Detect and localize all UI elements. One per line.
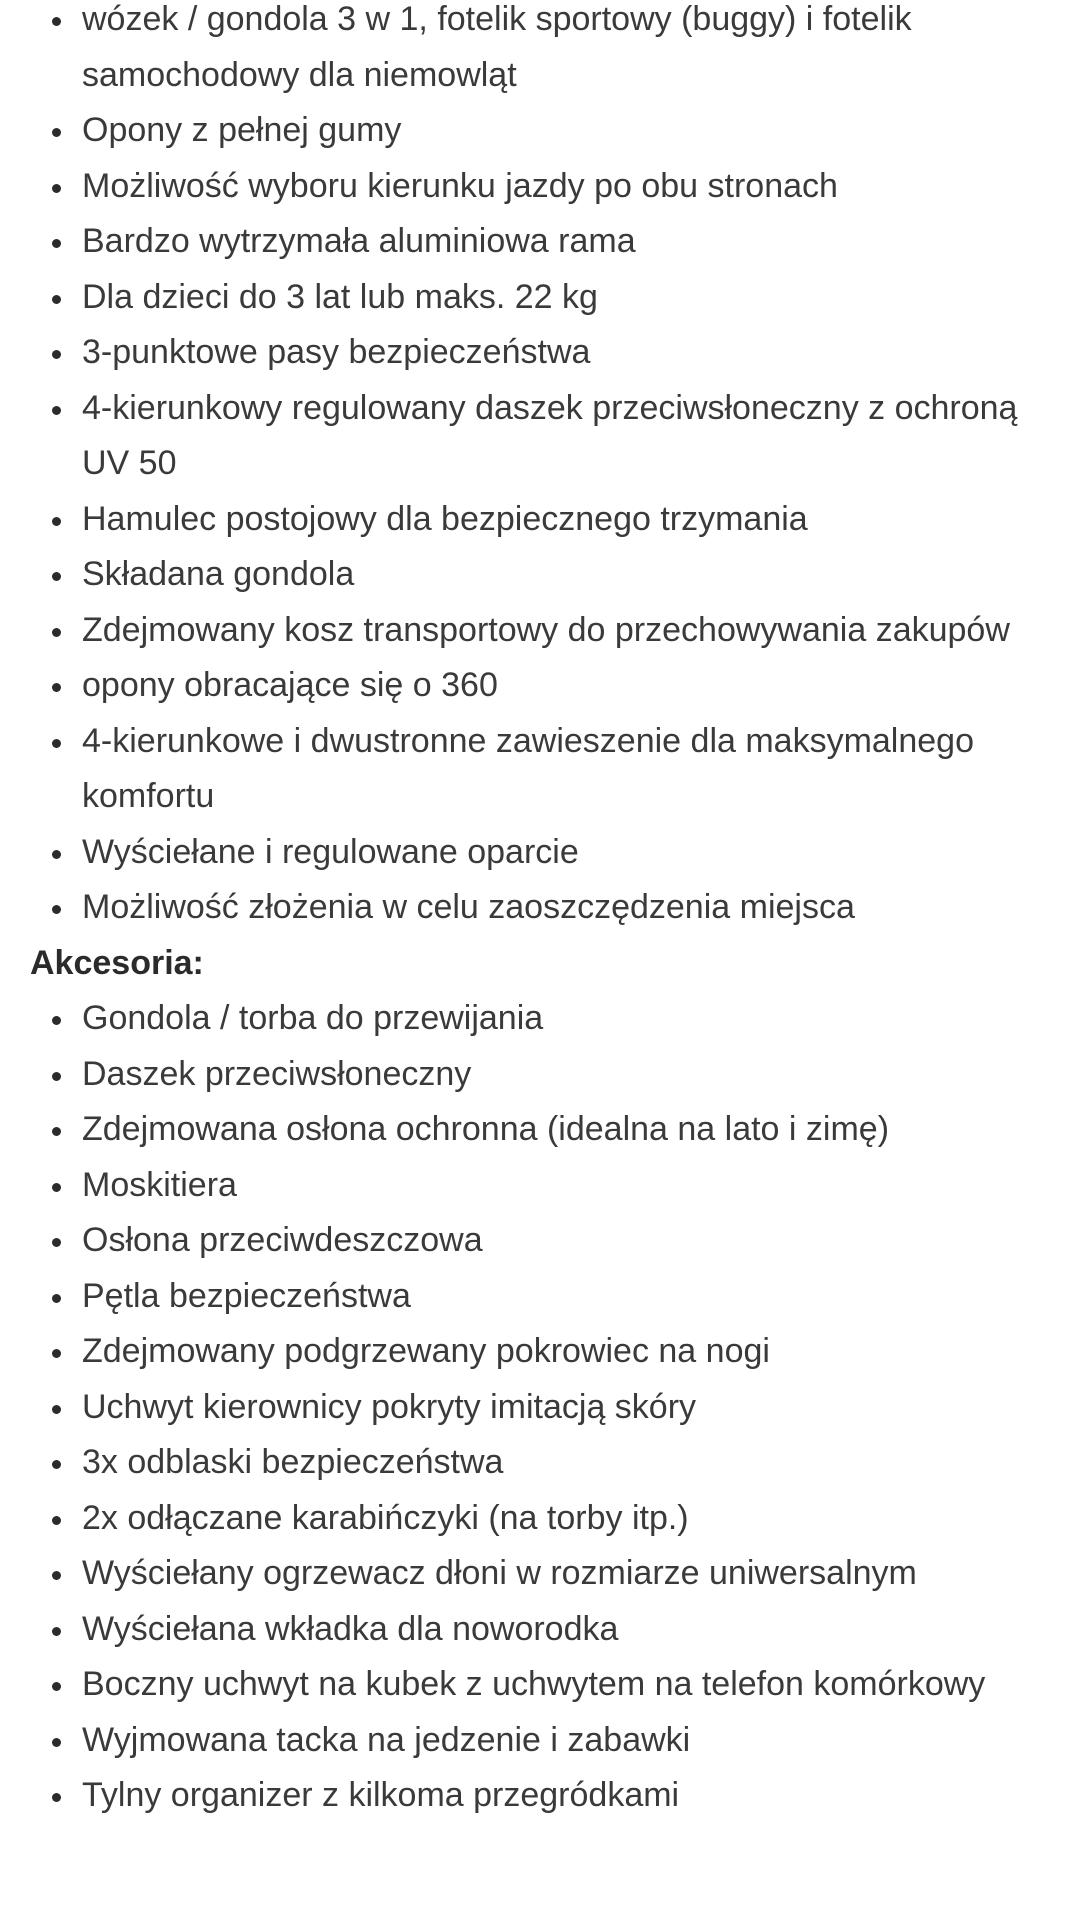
list-item: Zdejmowany kosz transportowy do przechowywania zakupów — [30, 603, 1080, 659]
accessories-heading: Akcesoria: — [30, 943, 204, 982]
list-item: Wyjmowana tacka na jedzenie i zabawki — [30, 1713, 1080, 1769]
list-item: Wyściełana wkładka dla noworodka — [30, 1602, 1080, 1658]
list-item: 4-kierunkowy regulowany daszek przeciwsłoneczny z ochroną UV 50 — [30, 381, 1080, 492]
list-item: 3-punktowe pasy bezpieczeństwa — [30, 325, 1080, 381]
list-item: 3x odblaski bezpieczeństwa — [30, 1435, 1080, 1491]
list-item: Wyściełany ogrzewacz dłoni w rozmiarze uniwersalnym — [30, 1546, 1080, 1602]
list-item: Pętla bezpieczeństwa — [30, 1269, 1080, 1325]
list-item: Uchwyt kierownicy pokryty imitacją skóry — [30, 1380, 1080, 1436]
list-item: 4-kierunkowe i dwustronne zawieszenie dla maksymalnego komfortu — [30, 714, 1080, 825]
list-item: 2x odłączane karabińczyki (na torby itp.) — [30, 1491, 1080, 1547]
list-item: Osłona przeciwdeszczowa — [30, 1213, 1080, 1269]
list-item: Opony z pełnej gumy — [30, 103, 1080, 159]
list-item: Daszek przeciwsłoneczny — [30, 1047, 1080, 1103]
list-item: Hamulec postojowy dla bezpiecznego trzymania — [30, 492, 1080, 548]
list-item: Moskitiera — [30, 1158, 1080, 1214]
list-item: Boczny uchwyt na kubek z uchwytem na telefon komórkowy — [30, 1657, 1080, 1713]
accessories-list — [30, 991, 1080, 1824]
list-item: Dla dzieci do 3 lat lub maks. 22 kg — [30, 270, 1080, 326]
list-item: Składana gondola — [30, 547, 1080, 603]
list-item: Gondola / torba do przewijania — [30, 991, 1080, 1047]
list-item: Bardzo wytrzymała aluminiowa rama — [30, 214, 1080, 270]
list-item: opony obracające się o 360 — [30, 658, 1080, 714]
list-item: Zdejmowany podgrzewany pokrowiec na nogi — [30, 1324, 1080, 1380]
list-item: wózek / gondola 3 w 1, fotelik sportowy (buggy) i fotelik samochodowy dla niemowląt — [30, 0, 1080, 103]
list-item: Zdejmowana osłona ochronna (idealna na lato i zimę) — [30, 1102, 1080, 1158]
list-item: Możliwość wyboru kierunku jazdy po obu stronach — [30, 159, 1080, 215]
list-item: Możliwość złożenia w celu zaoszczędzenia miejsca — [30, 880, 1080, 936]
list-item: Wyściełane i regulowane oparcie — [30, 825, 1080, 881]
list-item: Tylny organizer z kilkoma przegródkami — [30, 1768, 1080, 1824]
features-list — [30, 0, 1080, 936]
